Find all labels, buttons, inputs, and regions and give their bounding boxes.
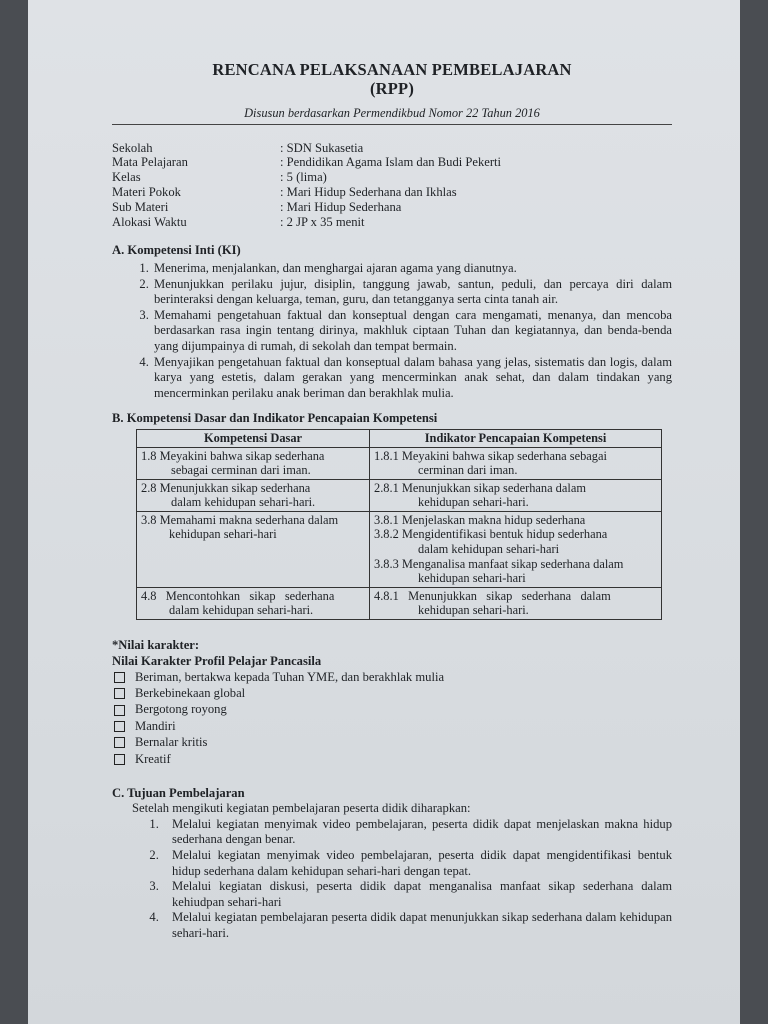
tujuan-list xyxy=(112,817,672,942)
info-value: : Mari Hidup Sederhana dan Ikhlas xyxy=(280,184,457,199)
ki-list xyxy=(112,261,672,401)
cell-line: 2.8.1 Menunjukkan sikap sederhana dalam xyxy=(374,480,586,495)
table-cell xyxy=(370,587,662,619)
table-cell xyxy=(137,587,370,619)
info-key: Materi Pokok xyxy=(112,184,181,199)
info-value: : SDN Sukasetia xyxy=(280,140,364,155)
cell-line: 3.8.3 Menganalisa manfaat sikap sederhana dalam xyxy=(374,556,624,571)
table-cell xyxy=(370,511,662,587)
table-cell xyxy=(137,447,370,479)
info-value: : Mari Hidup Sederhana xyxy=(280,199,402,214)
checkbox-item[interactable] xyxy=(112,751,672,767)
document-page xyxy=(28,0,740,1024)
table-cell xyxy=(370,447,662,479)
cell-line: kehidupan sehari-hari xyxy=(418,571,526,586)
checkbox-item[interactable] xyxy=(112,718,672,734)
checkbox-icon[interactable] xyxy=(114,705,125,716)
cell-line: 3.8 Memahami makna sederhana dalam xyxy=(141,512,339,527)
checkbox-icon[interactable] xyxy=(114,737,125,748)
checkbox-label: Mandiri xyxy=(135,718,176,733)
info-row xyxy=(112,141,672,156)
cell-line: 3.8.2 Mengidentifikasi bentuk hidup sederhana xyxy=(374,527,608,542)
nilai-heading: *Nilai karakter: xyxy=(112,638,200,653)
section-ki-heading: A. Kompetensi Inti (KI) xyxy=(112,243,241,258)
checkbox-icon[interactable] xyxy=(114,688,125,699)
checkbox-label: Bergotong royong xyxy=(135,702,227,717)
info-key: Mata Pelajaran xyxy=(112,155,188,170)
checkbox-label: Kreatif xyxy=(135,751,171,766)
section-kd-heading: B. Kompetensi Dasar dan Indikator Pencapaian Kompetensi xyxy=(112,411,438,426)
list-item: 2. Menunjukkan perilaku jujur, disiplin, tanggung jawab, santun, peduli, dan percaya diri dalam berinteraksi dengan keluarga, teman, guru, dan tetangganya serta cinta tanah air. xyxy=(152,277,672,308)
checkbox-label: Beriman, bertakwa kepada Tuhan YME, dan berakhlak mulia xyxy=(135,669,445,684)
table-row xyxy=(137,587,662,619)
checkbox-icon[interactable] xyxy=(114,754,125,765)
list-item: 4. Melalui kegiatan pembelajaran peserta didik dapat menunjukkan sikap sederhana dalam kehidupan sehari-hari. xyxy=(162,910,672,941)
info-value: : 5 (lima) xyxy=(280,170,327,185)
cell-line: kehidupan sehari-hari. xyxy=(418,495,529,510)
info-value: : Pendidikan Agama Islam dan Budi Pekerti xyxy=(280,155,502,170)
list-item: 3. Melalui kegiatan diskusi, peserta didik dapat menganalisa manfaat sikap sederhana dalam kehiudpan sehari-hari xyxy=(162,879,672,910)
checkbox-item[interactable] xyxy=(112,702,672,718)
cell-line: dalam kehidupan sehari-hari. xyxy=(171,495,316,510)
info-row xyxy=(112,200,672,215)
document-content xyxy=(112,60,672,942)
table-cell xyxy=(370,479,662,511)
info-row xyxy=(112,185,672,200)
checkbox-icon[interactable] xyxy=(114,672,125,683)
cell-line: dalam kehidupan sehari-hari xyxy=(418,542,560,557)
cell-line: 1.8 Meyakini bahwa sikap sederhana xyxy=(141,448,325,463)
info-row xyxy=(112,215,672,230)
checkbox-item[interactable] xyxy=(112,735,672,751)
info-key: Sub Materi xyxy=(112,199,169,214)
checkbox-label: Bernalar kritis xyxy=(135,735,208,750)
info-key: Kelas xyxy=(112,170,141,185)
nilai-subheading: Nilai Karakter Profil Pelajar Pancasila xyxy=(112,653,322,668)
cell-line: 2.8 Menunjukkan sikap sederhana xyxy=(141,480,311,495)
checkbox-icon[interactable] xyxy=(114,721,125,732)
column-header: Indikator Pencapaian Kompetensi xyxy=(370,429,662,447)
cell-line: 3.8.1 Menjelaskan makna hidup sederhana xyxy=(374,512,586,527)
cell-line: 4.8.1 Menunjukkan sikap sederhana dalam xyxy=(374,588,611,603)
list-item: 1. Melalui kegiatan menyimak video pembelajaran, peserta didik dapat menjelaskan makna hidup sederhana dengan benar. xyxy=(162,817,672,848)
cell-line: kehidupan sehari-hari xyxy=(169,527,277,542)
list-item: 4. Menyajikan pengetahuan faktual dan konseptual dalam bahasa yang jelas, sistematis dan logis, dalam karya yang estetis, dalam gerakan yang mencerminkan anak sehat, dan dalam tindakan yang mencerminkan perilaku anak beriman dan berakhlak mulia. xyxy=(152,355,672,402)
table-header-row xyxy=(137,429,662,447)
list-item: 2. Melalui kegiatan menyimak video pembelajaran, peserta didik dapat mengidentifikasi bentuk hidup sederhana dalam kehidupan sehari-hari dengan tepat. xyxy=(162,848,672,879)
cell-line: 4.8 Mencontohkan sikap sederhana xyxy=(141,588,335,603)
nilai-karakter-block xyxy=(112,638,672,768)
checkbox-item[interactable] xyxy=(112,669,672,685)
table-row xyxy=(137,511,662,587)
doc-title-abbrev: (RPP) xyxy=(369,79,415,98)
info-key: Alokasi Waktu xyxy=(112,214,187,229)
info-row xyxy=(112,155,672,170)
info-value: : 2 JP x 35 menit xyxy=(280,214,365,229)
table-row xyxy=(137,447,662,479)
identity-block xyxy=(112,141,672,230)
cell-line: kehidupan sehari-hari. xyxy=(418,603,529,618)
column-header: Kompetensi Dasar xyxy=(137,429,370,447)
section-tujuan-heading: C. Tujuan Pembelajaran xyxy=(112,785,245,800)
checkbox-item[interactable] xyxy=(112,686,672,702)
checkbox-label: Berkebinekaan global xyxy=(135,686,246,700)
cell-line: sebagai cerminan dari iman. xyxy=(171,463,311,478)
info-row xyxy=(112,170,672,185)
doc-subtitle: Disusun berdasarkan Permendikbud Nomor 22 Tahun 2016 xyxy=(112,106,672,125)
tujuan-intro: Setelah mengikuti kegiatan pembelajaran peserta didik diharapkan: xyxy=(132,801,471,816)
cell-line: dalam kehidupan sehari-hari. xyxy=(169,603,314,618)
kd-table xyxy=(136,429,662,620)
table-cell xyxy=(137,511,370,587)
list-item: 1. Menerima, menjalankan, dan menghargai ajaran agama yang dianutnya. xyxy=(152,261,672,277)
cell-line: 1.8.1 Meyakini bahwa sikap sederhana sebagai xyxy=(374,448,607,463)
table-row xyxy=(137,479,662,511)
cell-line: cerminan dari iman. xyxy=(418,463,518,478)
info-key: Sekolah xyxy=(112,140,153,155)
doc-title: RENCANA PELAKSANAAN PEMBELAJARAN xyxy=(212,60,572,79)
list-item: 3. Memahami pengetahuan faktual dan konseptual dengan cara mengamati, menanya, dan mencoba berdasarkan rasa ingin tentang dirinya, makhluk ciptaan Tuhan dan kegiatannya, dan benda-benda yang dijumpainya di rumah, di sekolah dan tempat bermain. xyxy=(152,308,672,355)
table-cell xyxy=(137,479,370,511)
